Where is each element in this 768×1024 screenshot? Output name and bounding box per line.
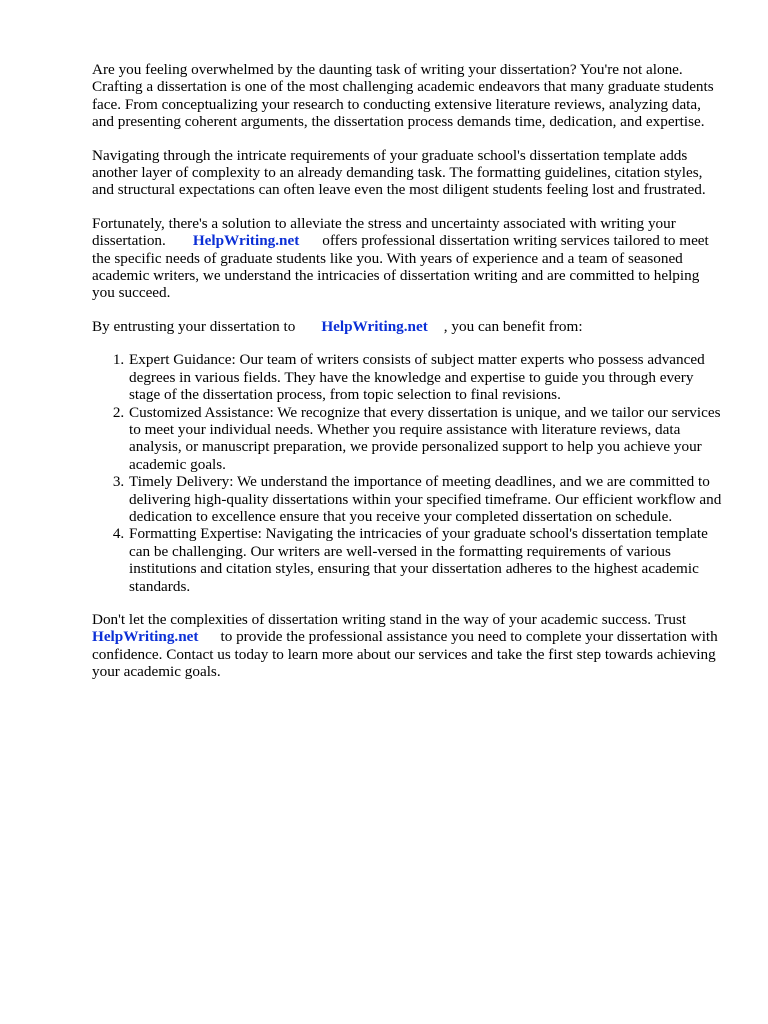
solution-text-before: Fortunately, there's a solution to alleviate the stress and uncertainty associated with writing your dissertation.: [92, 214, 676, 250]
intro-paragraph: Are you feeling overwhelmed by the daunting task of writing your dissertation? You're not alone. Crafting a dissertation is one of the most challenging academic endeavors that many graduate students face. From conceptualizing your research to conducting extensive literature reviews, analyzing data, and presenting coherent arguments, the dissertation process demands time, dedication, and expertise.: [92, 61, 714, 131]
list-item: 2. Customized Assistance: We recognize that every dissertation is unique, and we tailor our services to meet your individual needs. Whether you require assistance with literature reviews, data analysis, or manuscript preparation, we provide personalized support to help you achieve your academic goals.: [128, 404, 724, 474]
helpwriting-link[interactable]: HelpWriting.net: [192, 232, 300, 250]
benefits-text-after: , you can benefit from:: [443, 317, 583, 335]
solution-text-after: offers professional dissertation writing services tailored to meet the specific needs of graduate students like you. With years of experience and a team of seasoned academic writers, we understand the intricacies of dissertation writing and are committed to helping you succeed.: [92, 232, 709, 302]
list-item: 1. Expert Guidance: Our team of writers consists of subject matter experts who possess advanced degrees in various fields. They have the knowledge and expertise to guide you through every stage of the dissertation process, from topic selection to final revisions.: [128, 351, 724, 403]
list-item: 4. Formatting Expertise: Navigating the intricacies of your graduate school's dissertation template can be challenging. Our writers are well-versed in the formatting requirements of various institutions and citation styles, ensuring that your dissertation adheres to the highest academic standards.: [128, 525, 724, 595]
solution-paragraph: [92, 215, 724, 302]
template-paragraph: Navigating through the intricate requirements of your graduate school's dissertation template adds another layer of complexity to an already demanding task. The formatting guidelines, citation styles, and structural expectations can often leave even the most diligent students feeling lost and frustrated.: [92, 146, 706, 199]
benefits-intro-paragraph: [92, 318, 724, 335]
helpwriting-link[interactable]: HelpWriting.net: [321, 317, 428, 335]
helpwriting-link[interactable]: HelpWriting.net: [92, 628, 199, 646]
closing-text-before: Don't let the complexities of dissertation writing stand in the way of your academic success. Trust: [92, 610, 687, 628]
closing-paragraph: [92, 611, 724, 681]
benefits-text-before: By entrusting your dissertation to: [92, 317, 296, 335]
benefits-list: [92, 351, 724, 595]
closing-text-after: to provide the professional assistance you need to complete your dissertation with confidence. Contact us today to learn more about our services and take the first step towards achieving your academic goals.: [92, 628, 718, 681]
list-item: 3. Timely Delivery: We understand the importance of meeting deadlines, and we are committed to delivering high-quality dissertations within your specified timeframe. Our efficient workflow and dedication to excellence ensure that you receive your completed dissertation on schedule.: [128, 473, 724, 525]
document-page: [92, 61, 724, 697]
